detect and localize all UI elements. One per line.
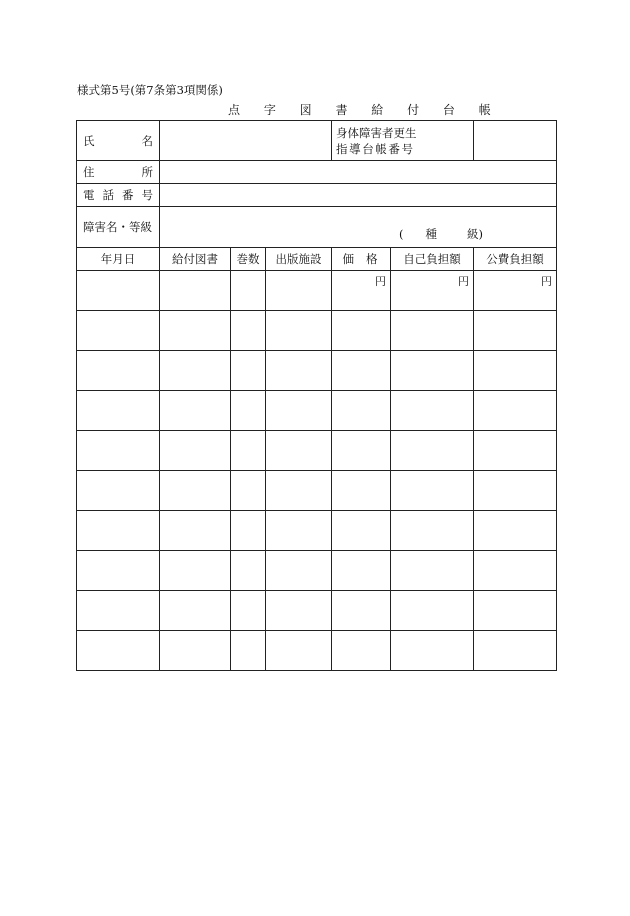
address-row bbox=[77, 161, 557, 184]
header-book: 給付図書 bbox=[160, 248, 231, 271]
date-cell[interactable] bbox=[77, 351, 160, 391]
publisher-cell[interactable] bbox=[266, 391, 332, 431]
self-pay-unit: 円 bbox=[458, 275, 469, 288]
address-label-part2: 所 bbox=[141, 165, 153, 179]
book-cell[interactable] bbox=[160, 511, 231, 551]
certificate-label-line1: 身体障害者更生 bbox=[336, 125, 417, 140]
price-cell[interactable] bbox=[332, 511, 391, 551]
self-pay-cell[interactable] bbox=[391, 511, 474, 551]
public-pay-cell[interactable] bbox=[474, 631, 557, 671]
public-pay-cell[interactable] bbox=[474, 471, 557, 511]
ledger-row bbox=[77, 551, 557, 591]
address-field[interactable] bbox=[160, 161, 557, 184]
header-date: 年月日 bbox=[77, 248, 160, 271]
header-volumes: 巻数 bbox=[231, 248, 266, 271]
book-cell[interactable] bbox=[160, 391, 231, 431]
header-price: 価格 bbox=[332, 248, 391, 271]
ledger-row bbox=[77, 311, 557, 351]
self-pay-cell[interactable] bbox=[391, 431, 474, 471]
grade-level-label: 級) bbox=[467, 227, 483, 241]
braille-book-ledger-table bbox=[76, 120, 557, 671]
public-pay-cell[interactable] bbox=[474, 311, 557, 351]
name-row bbox=[77, 121, 557, 161]
header-self-pay: 自己負担額 bbox=[391, 248, 474, 271]
book-cell[interactable] bbox=[160, 431, 231, 471]
certificate-label-line2: 指導台帳番号 bbox=[336, 141, 415, 156]
publisher-cell[interactable] bbox=[266, 591, 332, 631]
ledger-row bbox=[77, 431, 557, 471]
ledger-header-row bbox=[77, 248, 557, 271]
self-pay-cell[interactable] bbox=[391, 391, 474, 431]
certificate-number-field[interactable] bbox=[474, 121, 557, 161]
volumes-cell[interactable] bbox=[231, 311, 266, 351]
publisher-cell[interactable] bbox=[266, 311, 332, 351]
volumes-cell[interactable] bbox=[231, 471, 266, 511]
volumes-cell[interactable] bbox=[231, 431, 266, 471]
disability-label: 障害名・等級 bbox=[77, 207, 160, 248]
ledger-row bbox=[77, 391, 557, 431]
ledger-row bbox=[77, 631, 557, 671]
public-pay-cell[interactable] bbox=[474, 591, 557, 631]
book-cell[interactable] bbox=[160, 311, 231, 351]
public-pay-unit: 円 bbox=[541, 275, 552, 288]
publisher-cell[interactable] bbox=[266, 551, 332, 591]
date-cell[interactable] bbox=[77, 551, 160, 591]
grade-text bbox=[399, 226, 483, 242]
book-cell[interactable] bbox=[160, 471, 231, 511]
disability-row bbox=[77, 207, 557, 248]
price-cell[interactable] bbox=[332, 551, 391, 591]
publisher-cell[interactable] bbox=[266, 471, 332, 511]
price-cell[interactable] bbox=[332, 271, 391, 311]
name-label-part2: 名 bbox=[141, 133, 153, 148]
volumes-cell[interactable] bbox=[231, 511, 266, 551]
volumes-cell[interactable] bbox=[231, 551, 266, 591]
self-pay-cell[interactable] bbox=[391, 351, 474, 391]
phone-label-char3: 番 bbox=[122, 188, 134, 202]
address-label-part1: 住 bbox=[83, 165, 95, 179]
volumes-cell[interactable] bbox=[231, 271, 266, 311]
phone-label bbox=[77, 184, 160, 207]
phone-label-char4: 号 bbox=[141, 188, 153, 202]
self-pay-cell[interactable] bbox=[391, 311, 474, 351]
ledger-row bbox=[77, 351, 557, 391]
public-pay-cell[interactable] bbox=[474, 511, 557, 551]
book-cell[interactable] bbox=[160, 271, 231, 311]
self-pay-cell[interactable] bbox=[391, 631, 474, 671]
publisher-cell[interactable] bbox=[266, 511, 332, 551]
address-label bbox=[77, 161, 160, 184]
book-cell[interactable] bbox=[160, 351, 231, 391]
public-pay-cell[interactable] bbox=[474, 391, 557, 431]
volumes-cell[interactable] bbox=[231, 391, 266, 431]
volumes-cell[interactable] bbox=[231, 351, 266, 391]
phone-label-char2: 話 bbox=[102, 188, 114, 202]
volumes-cell[interactable] bbox=[231, 631, 266, 671]
name-field[interactable] bbox=[160, 121, 332, 161]
price-cell[interactable] bbox=[332, 311, 391, 351]
phone-field[interactable] bbox=[160, 184, 557, 207]
date-cell[interactable] bbox=[77, 511, 160, 551]
publisher-cell[interactable] bbox=[266, 351, 332, 391]
date-cell[interactable] bbox=[77, 271, 160, 311]
book-cell[interactable] bbox=[160, 631, 231, 671]
name-label bbox=[77, 121, 160, 161]
price-cell[interactable] bbox=[332, 631, 391, 671]
ledger-row bbox=[77, 591, 557, 631]
public-pay-cell[interactable] bbox=[474, 271, 557, 311]
grade-kind-label: 種 bbox=[425, 227, 437, 241]
phone-label-char1: 電 bbox=[83, 188, 95, 202]
date-cell[interactable] bbox=[77, 591, 160, 631]
ledger-row bbox=[77, 511, 557, 551]
ledger-row bbox=[77, 471, 557, 511]
book-cell[interactable] bbox=[160, 591, 231, 631]
book-cell[interactable] bbox=[160, 551, 231, 591]
self-pay-cell[interactable] bbox=[391, 551, 474, 591]
date-cell[interactable] bbox=[77, 311, 160, 351]
date-cell[interactable] bbox=[77, 631, 160, 671]
self-pay-cell[interactable] bbox=[391, 471, 474, 511]
header-publisher: 出版施設 bbox=[266, 248, 332, 271]
price-cell[interactable] bbox=[332, 431, 391, 471]
date-cell[interactable] bbox=[77, 391, 160, 431]
self-pay-cell[interactable] bbox=[391, 591, 474, 631]
header-public-pay: 公費負担額 bbox=[474, 248, 557, 271]
publisher-cell[interactable] bbox=[266, 431, 332, 471]
ledger-row bbox=[77, 271, 557, 311]
price-cell[interactable] bbox=[332, 471, 391, 511]
date-cell[interactable] bbox=[77, 431, 160, 471]
public-pay-cell[interactable] bbox=[474, 431, 557, 471]
publisher-cell[interactable] bbox=[266, 271, 332, 311]
price-cell[interactable] bbox=[332, 591, 391, 631]
date-cell[interactable] bbox=[77, 471, 160, 511]
price-cell[interactable] bbox=[332, 391, 391, 431]
publisher-cell[interactable] bbox=[266, 631, 332, 671]
certificate-number-label bbox=[332, 121, 474, 161]
public-pay-cell[interactable] bbox=[474, 351, 557, 391]
price-unit: 円 bbox=[375, 275, 386, 288]
grade-open-paren: ( bbox=[399, 227, 404, 241]
phone-row bbox=[77, 184, 557, 207]
public-pay-cell[interactable] bbox=[474, 551, 557, 591]
form-number-label: 様式第5号(第7条第3項関係) bbox=[77, 83, 223, 97]
name-label-part1: 氏 bbox=[83, 133, 95, 148]
disability-field[interactable] bbox=[160, 207, 557, 248]
volumes-cell[interactable] bbox=[231, 591, 266, 631]
self-pay-cell[interactable] bbox=[391, 271, 474, 311]
price-cell[interactable] bbox=[332, 351, 391, 391]
document-title: 点 字 図 書 給 付 台 帳 bbox=[228, 103, 501, 117]
